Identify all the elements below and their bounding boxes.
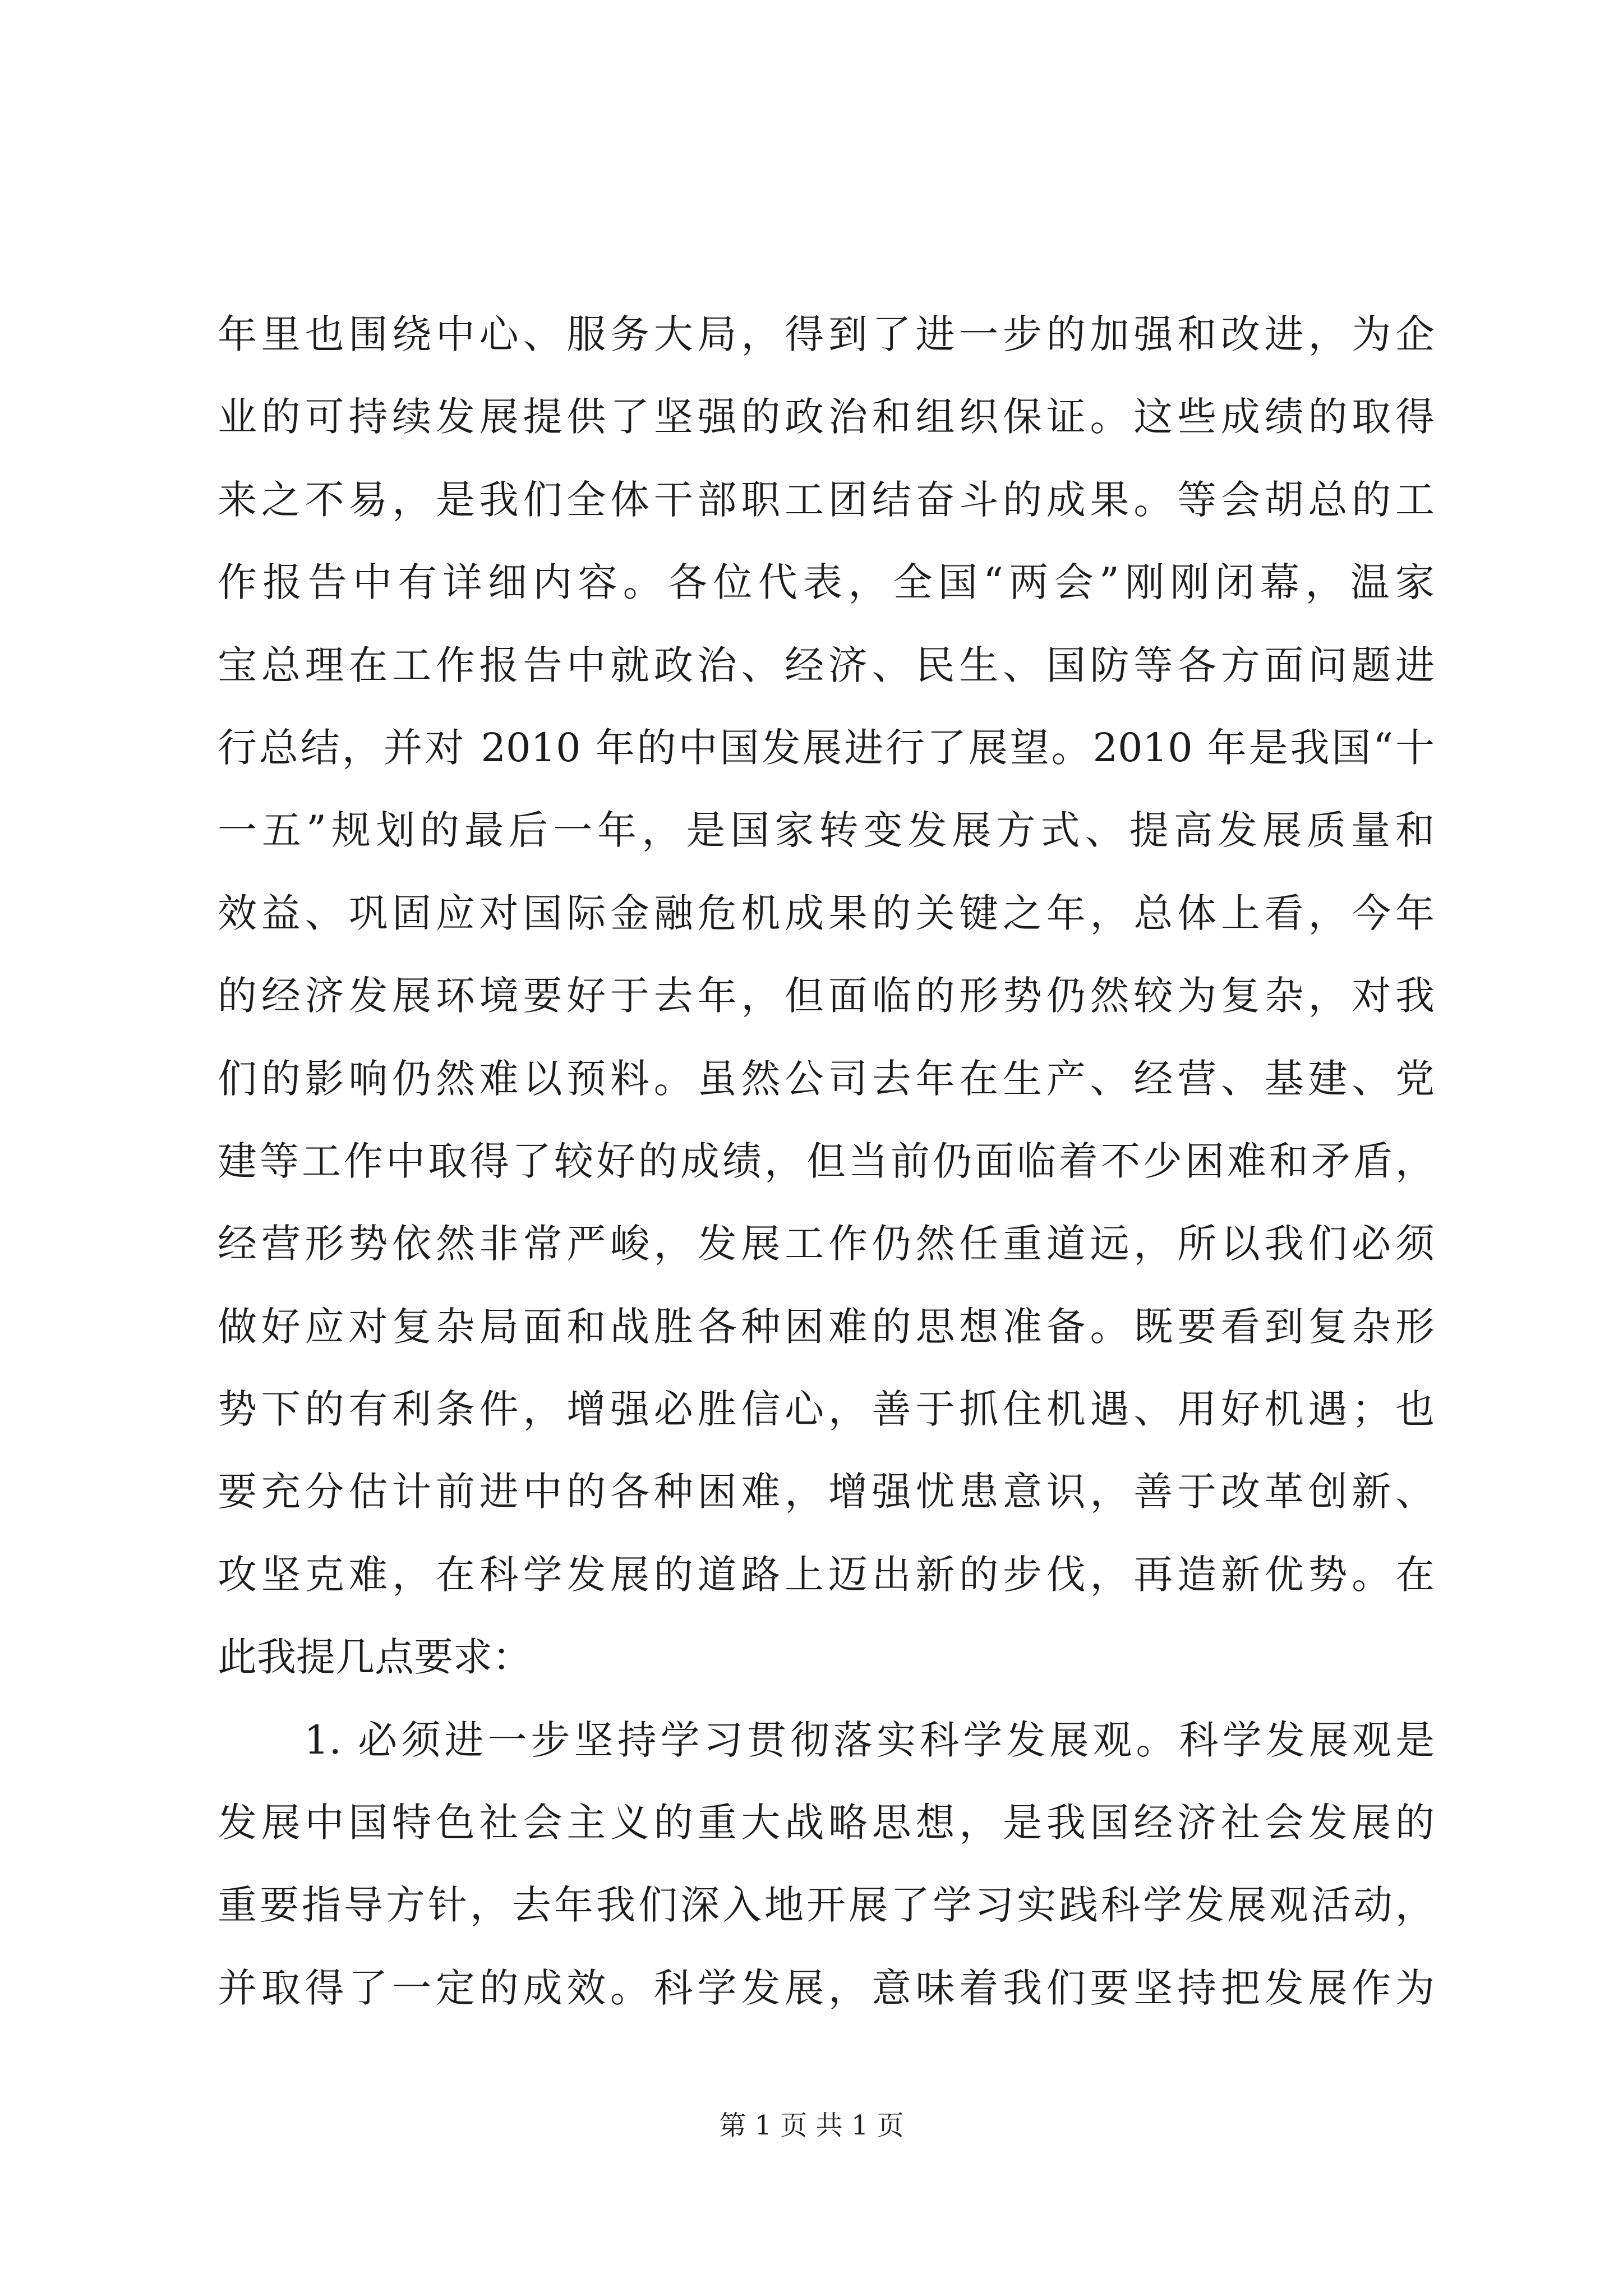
text-line: 攻坚克难，在科学发展的道路上迈出新的步伐，再造新优势。在 [218,1551,1435,1598]
text-line: 发展中国特色社会主义的重大战略思想，是我国经济社会发展的 [218,1800,1435,1846]
text-line: 作报告中有详细内容。各位代表，全国“两会”刚刚闭幕，温家 [218,559,1435,606]
body-text [218,293,1435,2030]
text-line: 势下的有利条件，增强必胜信心，善于抓住机遇、用好机遇；也 [218,1386,1435,1433]
text-line: 并取得了一定的成效。科学发展，意味着我们要坚持把发展作为 [218,1964,1435,2011]
text-line: 1. 必须进一步坚持学习贯彻落实科学发展观。科学发展观是 [218,1717,1435,1763]
page-footer [0,2104,1623,2142]
text-line: 的经济发展环境要好于去年，但面临的形势仍然较为复杂，对我 [218,973,1435,1019]
text-line: 此我提几点要求： [218,1634,532,1681]
text-line: 来之不易，是我们全体干部职工团结奋斗的成果。等会胡总的工 [218,476,1435,523]
text-line: 业的可持续发展提供了坚强的政治和组织保证。这些成绩的取得 [218,394,1435,440]
text-line: 做好应对复杂局面和战胜各种困难的思想准备。既要看到复杂形 [218,1303,1435,1350]
text-line: 一五”规划的最后一年，是国家转变发展方式、提高发展质量和 [218,807,1435,854]
page-indicator: 第 1 页 共 1 页 [719,2110,904,2141]
text-line: 重要指导方针，去年我们深入地开展了学习实践科学发展观活动， [218,1882,1435,1929]
text-line: 年里也围绕中心、服务大局，得到了进一步的加强和改进，为企 [218,311,1435,357]
text-line: 要充分估计前进中的各种困难，增强忧患意识，善于改革创新、 [218,1469,1435,1515]
text-line: 经营形势依然非常严峻，发展工作仍然任重道远，所以我们必须 [218,1221,1435,1267]
text-line: 宝总理在工作报告中就政治、经济、民生、国防等各方面问题进 [218,642,1435,688]
text-line: 建等工作中取得了较好的成绩，但当前仍面临着不少困难和矛盾， [218,1138,1435,1184]
text-line: 行总结，并对 2010 年的中国发展进行了展望。2010 年是我国“十 [218,724,1435,771]
text-line: 们的影响仍然难以预料。虽然公司去年在生产、经营、基建、党 [218,1055,1435,1102]
text-line: 效益、巩固应对国际金融危机成果的关键之年，总体上看，今年 [218,890,1435,936]
